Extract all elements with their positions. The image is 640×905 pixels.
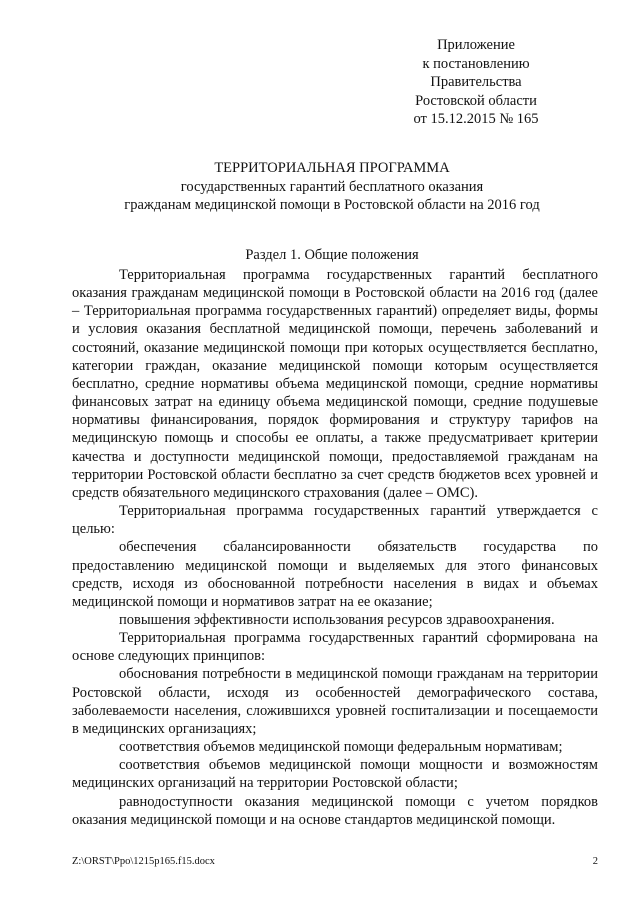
- appendix-line: к постановлению: [422, 55, 530, 72]
- appendix-block: [386, 36, 566, 129]
- appendix-line: Правительства: [430, 74, 522, 90]
- title-subtitle-line: гражданам медицинской помощи в Ростовской области на 2016 год: [124, 197, 540, 213]
- title-subtitle-line: государственных гарантий бесплатного оказания: [180, 178, 484, 195]
- section-heading: Раздел 1. Общие положения: [245, 247, 419, 263]
- paragraph: обоснования потребности в медицинской помощи гражданам на территории Ростовской области, исходя из особенностей демографического состава, заболеваемости населения, сложившихся уровней госпитализации и посещаемости в медицинских организациях;: [72, 666, 598, 737]
- paragraph: Территориальная программа государственных гарантий утверждается с целью:: [72, 503, 598, 538]
- document-title: [72, 159, 592, 215]
- appendix-line: Приложение: [437, 37, 515, 53]
- page-number: 2: [592, 856, 598, 867]
- title-main: ТЕРРИТОРИАЛЬНАЯ ПРОГРАММА: [214, 160, 450, 176]
- paragraph: равнодоступности оказания медицинской помощи с учетом порядков оказания медицинской помощи и на основе стандартов медицинской помощи.: [72, 793, 598, 828]
- appendix-line: Ростовской области: [415, 92, 537, 109]
- footer-file-path: Z:\ORST\Ppo\1215p165.f15.docx: [72, 856, 215, 867]
- paragraph: обеспечения сбалансированности обязательств государства по предоставлению медицинской помощи и выделяемых для этого финансовых средств, исходя из обоснованной потребности населения в видах и объемах медицинской помощи и нормативов затрат на ее оказание;: [72, 539, 598, 610]
- paragraph: соответствия объемов медицинской помощи мощности и возможностям медицинских организаций на территории Ростовской области;: [72, 757, 598, 792]
- appendix-line: от 15.12.2015 № 165: [413, 111, 539, 127]
- paragraph: Территориальная программа государственных гарантий бесплатного оказания гражданам медицинской помощи в Ростовской области на 2016 год (далее – Территориальная программа государственных гарантий) определяет виды, формы и условия оказания бесплатной медицинской помощи, перечень заболеваний и состояний, оказание медицинской помощи при которых осуществляется бесплатно, категории граждан, оказание медицинской помощи которым осуществляется бесплатно, средние нормативы объема медицинской помощи, средние нормативы финансовых затрат на единицу объема медицинской помощи, средние подушевые нормативы финансирования, порядок формирования и структуру тарифов на медицинскую помощь и способы ее оплаты, а также предусматривает критерии качества и доступности медицинской помощи, предоставляемой гражданам на территории Ростовской области бесплатно за счет средств бюджетов всех уровней и средств обязательного медицинского страхования (далее – ОМС).: [72, 267, 598, 501]
- paragraph: соответствия объемов медицинской помощи федеральным нормативам;: [119, 739, 563, 756]
- paragraph: Территориальная программа государственных гарантий сформирована на основе следующих принципов:: [72, 630, 598, 665]
- section-body: [72, 266, 598, 829]
- paragraph: повышения эффективности использования ресурсов здравоохранения.: [119, 611, 555, 628]
